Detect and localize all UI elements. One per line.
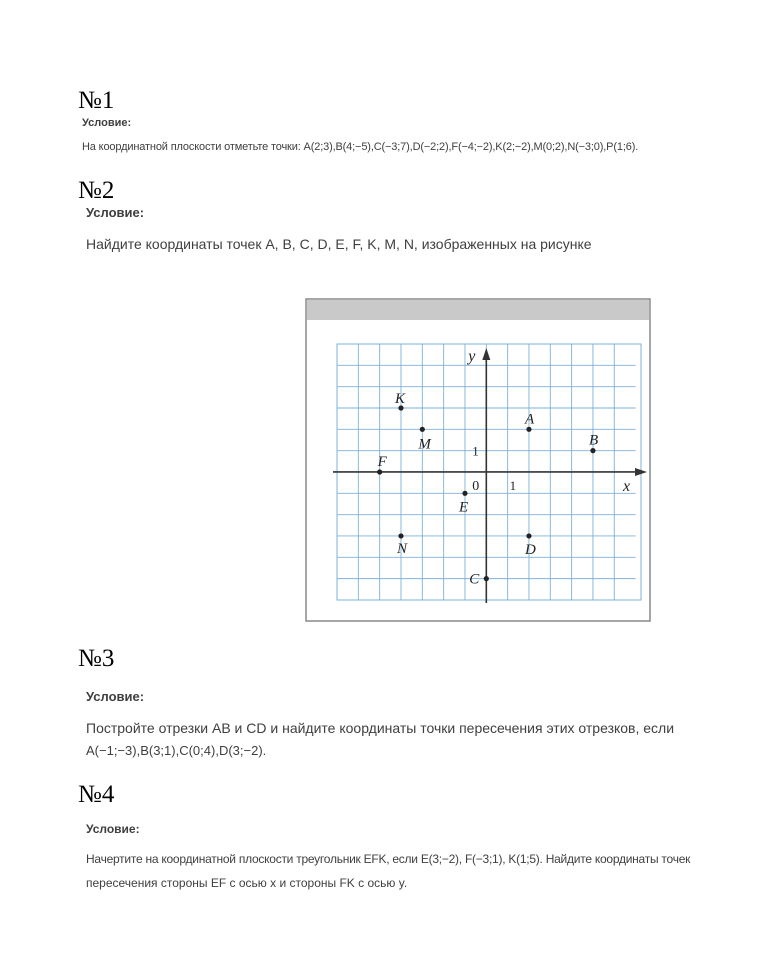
point-e-marker	[462, 491, 467, 496]
point-d-marker	[526, 533, 531, 538]
task-3-text-line-2: A(−1;−3),B(3;1),C(0;4),D(3;−2).	[86, 743, 267, 758]
task-4-number: №4	[78, 781, 115, 808]
task-2-number: №2	[78, 177, 115, 204]
point-f-marker	[377, 469, 382, 474]
coordinate-grid-figure	[305, 298, 651, 622]
task-1-number: №1	[78, 87, 115, 114]
point-n-marker	[398, 533, 403, 538]
point-b-marker	[590, 448, 595, 453]
point-d-label: D	[524, 541, 536, 558]
task-1-text: На координатной плоскости отметьте точки: A(2;3),B(4;−5),C(−3;7),D(−2;2),F(−4;−2),K(2;−2),M(0;2),N(−3;0),P(1;6).	[82, 141, 639, 153]
point-m-label: M	[418, 436, 431, 453]
point-a-marker	[526, 427, 531, 432]
point-b-label: B	[588, 432, 599, 449]
task-1-condition-label: Условие:	[82, 117, 132, 129]
point-a-label: A	[524, 411, 535, 428]
point-f-label: F	[377, 453, 387, 470]
task-2-text: Найдите координаты точек A, B, C, D, E, F, K, M, N, изображенных на рисунке	[86, 236, 592, 252]
origin-label: 0	[472, 478, 480, 494]
unit-x-label: 1	[509, 477, 517, 493]
task-4-condition-label: Условие:	[86, 822, 140, 836]
task-3-number: №3	[78, 645, 115, 672]
figure-top-band	[307, 300, 649, 320]
point-n-label: N	[396, 540, 408, 557]
y-axis-label: y	[468, 348, 476, 365]
point-m-marker	[420, 427, 425, 432]
task-3-text-line-1: Постройте отрезки AB и CD и найдите координаты точки пересечения этих отрезков, если	[86, 720, 675, 736]
task-4-text-line-2: пересечения стороны EF с осью x и стороны FK с осью y.	[86, 876, 408, 890]
task-2-condition-label: Условие:	[86, 205, 145, 220]
point-e-label: E	[458, 499, 469, 516]
x-axis-label: x	[623, 477, 631, 495]
unit-y-label: 1	[472, 443, 479, 459]
task-4-text-line-1: Начертите на координатной плоскости треугольник EFK, если E(3;−2), F(−3;1), K(1;5). Найдите координаты точек	[86, 852, 691, 866]
point-c-marker	[484, 576, 489, 581]
point-c-label: C	[469, 571, 480, 588]
point-k-label: K	[394, 390, 406, 407]
task-3-condition-label: Условие:	[86, 689, 145, 704]
